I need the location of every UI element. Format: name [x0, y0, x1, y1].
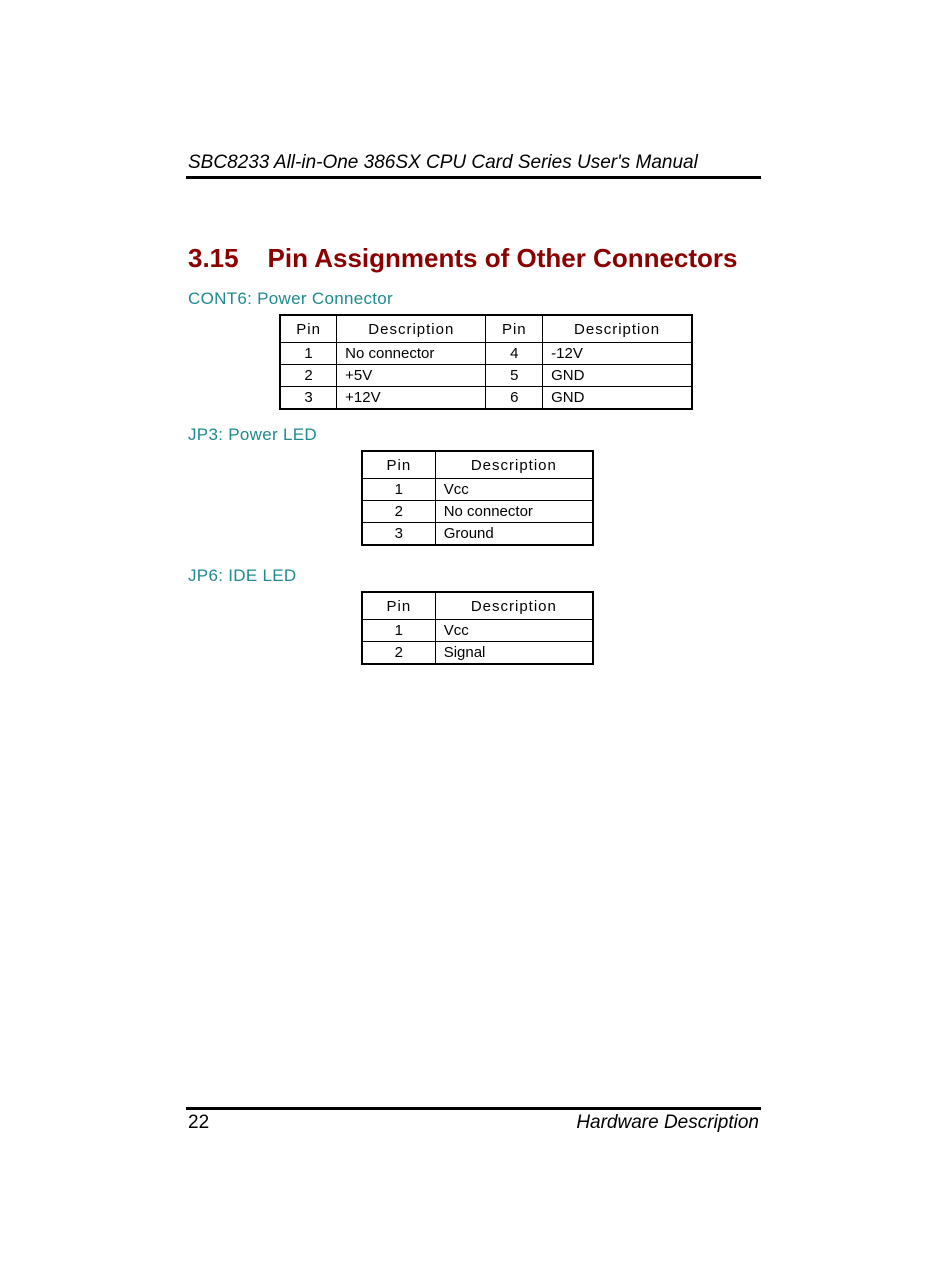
pin-cell: 1 [362, 620, 435, 642]
table-header-row [362, 451, 593, 479]
section-number: 3.15 [188, 243, 239, 273]
table-row [362, 501, 593, 523]
column-header: Pin [362, 592, 435, 620]
description-cell: GND [543, 387, 692, 410]
description-cell: No connector [435, 501, 593, 523]
header-rule [186, 176, 761, 179]
description-cell: Ground [435, 523, 593, 546]
footer-rule [186, 1107, 761, 1110]
table-row [362, 479, 593, 501]
table-header-row [280, 315, 692, 343]
cont6-label: CONT6: Power Connector [188, 289, 394, 308]
pin-cell: 2 [362, 501, 435, 523]
table-row [280, 387, 692, 410]
column-header: Pin [362, 451, 435, 479]
page-number: 22 [188, 1112, 210, 1133]
description-cell: Vcc [435, 620, 593, 642]
pin-cell: 3 [362, 523, 435, 546]
pin-cell: 2 [280, 365, 337, 387]
description-cell: GND [543, 365, 692, 387]
description-cell: No connector [337, 343, 486, 365]
jp3-table [361, 450, 594, 546]
jp3-label: JP3: Power LED [188, 425, 317, 444]
cont6-table [279, 314, 693, 410]
column-header: Description [435, 451, 593, 479]
column-header: Pin [486, 315, 543, 343]
jp6-label: JP6: IDE LED [188, 566, 297, 585]
table-row [362, 523, 593, 546]
footer-chapter: Hardware Description [576, 1112, 759, 1133]
pin-cell: 5 [486, 365, 543, 387]
column-header: Description [435, 592, 593, 620]
page-header-title: SBC8233 All-in-One 386SX CPU Card Series User's Manual [188, 152, 698, 173]
pin-cell: 1 [280, 343, 337, 365]
pin-cell: 4 [486, 343, 543, 365]
jp6-table [361, 591, 594, 665]
description-cell: -12V [543, 343, 692, 365]
description-cell: +12V [337, 387, 486, 410]
section-heading [188, 243, 738, 274]
pin-cell: 6 [486, 387, 543, 410]
table-row [280, 365, 692, 387]
column-header: Description [543, 315, 692, 343]
column-header: Pin [280, 315, 337, 343]
description-cell: Signal [435, 642, 593, 665]
table-row [362, 620, 593, 642]
pin-cell: 2 [362, 642, 435, 665]
pin-cell: 1 [362, 479, 435, 501]
pin-cell: 3 [280, 387, 337, 410]
table-row [362, 642, 593, 665]
description-cell: +5V [337, 365, 486, 387]
description-cell: Vcc [435, 479, 593, 501]
column-header: Description [337, 315, 486, 343]
section-title: Pin Assignments of Other Connectors [267, 243, 738, 273]
table-header-row [362, 592, 593, 620]
table-row [280, 343, 692, 365]
